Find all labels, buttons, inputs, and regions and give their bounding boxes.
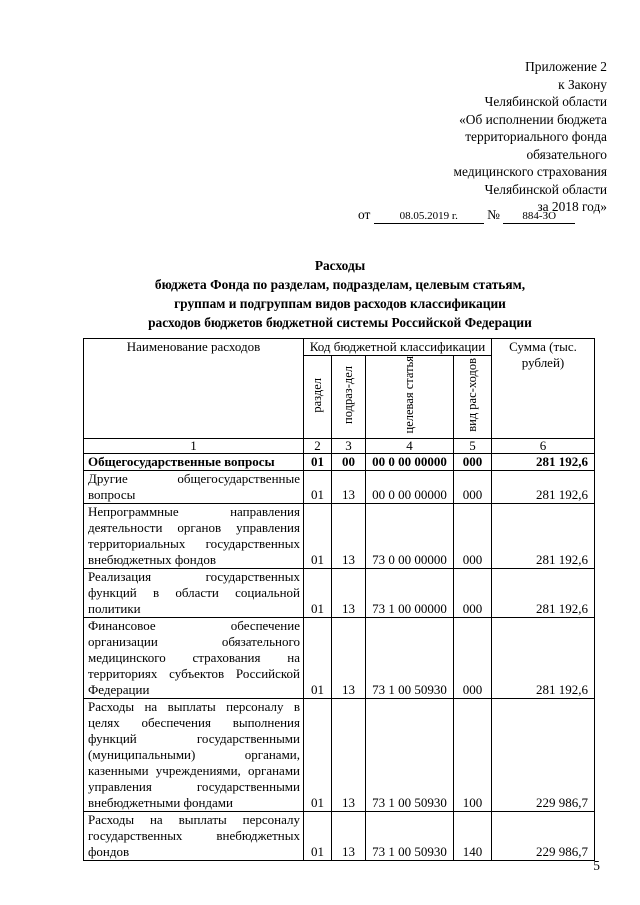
row-section: 01 [304,569,332,618]
row-type: 100 [454,699,492,812]
appendix-line: к Закону [558,76,607,92]
title-line: Расходы [314,258,366,273]
title-line: бюджета Фонда по разделам, подразделам, целевым статьям, [154,277,526,292]
law-number: 884-ЗО [503,209,575,224]
table-row [84,471,595,504]
row-subsection: 13 [332,569,366,618]
row-type: 000 [454,454,492,471]
header-expense-type: вид рас-ходов [454,356,492,439]
table-row [84,504,595,569]
row-sum: 281 192,6 [492,569,595,618]
title-line: расходов бюджетов бюджетной системы Российской Федерации [148,315,532,330]
row-name: Финансовое обеспечение организации обязательного медицинского страхования на территориях субъектов Российской Федерации [84,618,304,699]
row-section: 01 [304,618,332,699]
appendix-line: обязательного [526,146,607,162]
row-name: Общегосударственные вопросы [84,454,304,471]
row-sum: 281 192,6 [492,504,595,569]
row-type: 000 [454,504,492,569]
appendix-line: Челябинской области [484,94,607,109]
column-number: 2 [304,439,332,454]
row-subsection: 13 [332,812,366,861]
row-section: 01 [304,699,332,812]
row-type: 140 [454,812,492,861]
table-row [84,699,595,812]
header-target: целевая статья [366,356,454,439]
row-target: 00 0 00 00000 [366,471,454,504]
column-number: 6 [492,439,595,454]
row-type: 000 [454,471,492,504]
row-name: Расходы на выплаты персоналу в целях обеспечения выполнения функций государственными (муниципальными) органами, казенными учреждениями, органами управления государственными внебюджетными фондами [84,699,304,812]
table-row [84,618,595,699]
law-date-number [358,207,575,224]
column-numbers-row [84,439,595,454]
expenses-table [83,338,595,861]
row-section: 01 [304,504,332,569]
row-sum: 229 986,7 [492,699,595,812]
row-subsection: 00 [332,454,366,471]
row-name: Реализация государственных функций в области социальной политики [84,569,304,618]
from-label: от [358,207,371,222]
row-target: 73 1 00 50930 [366,812,454,861]
column-number: 5 [454,439,492,454]
appendix-line: Челябинской области [484,181,607,197]
appendix-header [347,58,607,216]
header-code-group: Код бюджетной классификации [304,339,492,356]
header-section: раздел [304,356,332,439]
table-row [84,569,595,618]
row-sum: 281 192,6 [492,471,595,504]
row-type: 000 [454,569,492,618]
column-number: 3 [332,439,366,454]
table-row [84,454,595,471]
row-subsection: 13 [332,471,366,504]
row-name: Расходы на выплаты персоналу государственных внебюджетных фондов [84,812,304,861]
appendix-line: Приложение 2 [525,59,607,74]
appendix-line: медицинского страхования [453,164,607,179]
appendix-line: территориального фонда [465,129,607,144]
row-section: 01 [304,454,332,471]
law-date: 08.05.2019 г. [374,209,484,224]
row-subsection: 13 [332,618,366,699]
column-number: 1 [84,439,304,454]
row-sum: 229 986,7 [492,812,595,861]
row-subsection: 13 [332,504,366,569]
row-target: 73 1 00 50930 [366,699,454,812]
header-name: Наименование расходов [84,339,304,439]
page-number: 5 [593,858,600,873]
table-row [84,812,595,861]
row-name: Непрограммные направления деятельности органов управления территориальных государственных внебюджетных фондов [84,504,304,569]
column-number: 4 [366,439,454,454]
row-subsection: 13 [332,699,366,812]
document-title [100,256,580,332]
row-section: 01 [304,812,332,861]
number-label: № [487,207,500,222]
appendix-line: «Об исполнении бюджета [459,111,607,127]
header-subsection: подраз-дел [332,356,366,439]
appendix-line: за 2018 год» [537,199,607,214]
header-sum: Сумма (тыс. рублей) [492,339,595,439]
row-target: 73 0 00 00000 [366,504,454,569]
row-target: 00 0 00 00000 [366,454,454,471]
row-sum: 281 192,6 [492,454,595,471]
row-target: 73 1 00 00000 [366,569,454,618]
row-type: 000 [454,618,492,699]
row-section: 01 [304,471,332,504]
row-name: Другие общегосударственные вопросы [84,471,304,504]
title-line: группам и подгруппам видов расходов классификации [174,296,506,311]
row-target: 73 1 00 50930 [366,618,454,699]
row-sum: 281 192,6 [492,618,595,699]
